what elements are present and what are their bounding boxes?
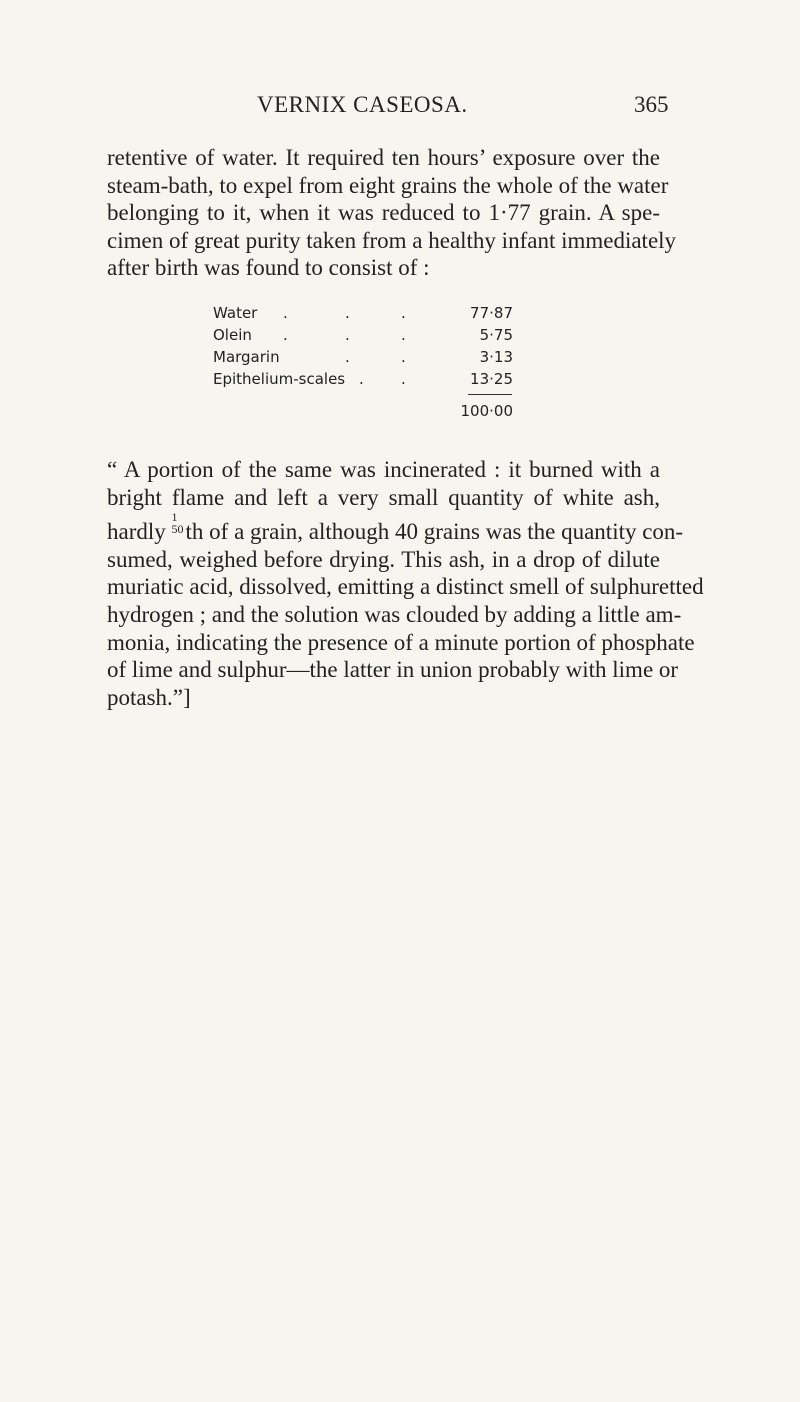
text-line: cimen of great purity taken from a healthy infant immediately [107,227,677,253]
table-total-row [213,402,513,424]
text-line: belonging to it, when it was reduced to 1·77 grain. A spe- [107,200,660,226]
text-line: of lime and sulphur—the latter in union probably with lime or [107,657,679,683]
table-row: Olein . . . 5·75 [213,326,513,344]
text-line: hydrogen ; and the solution was clouded by adding a little am- [107,601,682,627]
text-fragment: th of a grain, although 40 grains was the quantity con- [185,519,684,545]
paragraph-retentive-of-water [107,144,677,282]
total-rule [468,394,512,395]
text-line: monia, indicating the presence of a minute portion of phosphate [107,629,695,655]
text-line: sumed, weighed before drying. This ash, in a drop of dilute [107,546,660,572]
text-line: “ A portion of the same was incinerated : it burned with a [107,457,660,482]
running-title: VERNIX CASEOSA. [257,92,468,117]
page-number: 365 [634,92,669,117]
paragraph-incineration [107,456,704,711]
table-row: Margarin . . 3·13 [213,348,513,366]
table-row-label: Olein [213,326,252,344]
table-row-value: 77·87 [470,304,513,322]
text-line: potash.”] [107,684,191,710]
table-row-value: 3·13 [479,348,513,366]
text-line-with-fraction [107,510,684,546]
text-fragment: hardly [107,519,172,545]
text-line: steam-bath, to expel from eight grains the whole of the water [107,172,669,198]
table-row-label: Margarin [213,348,280,366]
table-row: Epithelium-scales . . 13·25 [213,370,513,388]
text-line: muriatic acid, dissolved, emitting a distinct smell of sulphuretted [107,574,704,600]
composition-table [213,304,513,420]
table-row: Water . . . 77·87 [213,304,513,322]
fraction [172,511,186,535]
text-line: retentive of water. It required ten hours’ exposure over the [107,145,660,170]
table-row-value: 13·25 [470,370,513,388]
text-line: after birth was found to consist of : [107,255,430,281]
running-head [0,92,800,122]
text-line: bright flame and left a very small quantity of white ash, [107,484,660,510]
table-row-label: Epithelium-scales [213,370,346,388]
table-row-value: 5·75 [479,326,513,344]
fraction-numerator: 1 [171,510,178,525]
table-total-value: 100·00 [460,402,513,420]
fraction-denominator: 50 [171,522,184,537]
table-row-label: Water [213,304,258,322]
